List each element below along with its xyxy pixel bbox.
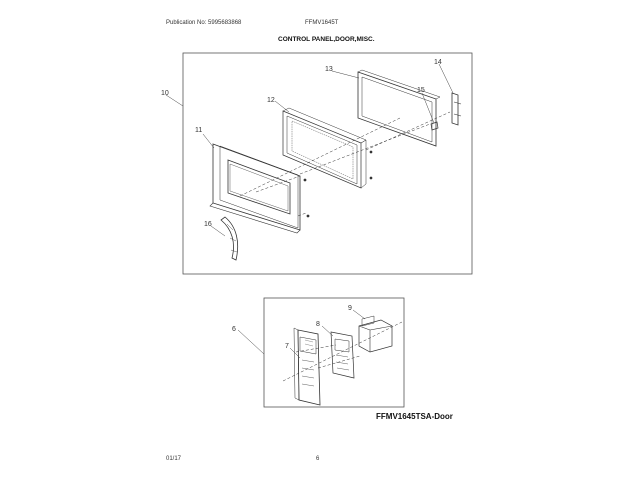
callout-13: 13 [325, 66, 333, 73]
diagram-caption: FFMV1645TSA-Door [376, 412, 453, 421]
part-16-handle [221, 217, 238, 260]
part-12-inner-frame [283, 108, 372, 188]
callout-10: 10 [161, 90, 169, 97]
callout-11: 11 [195, 127, 203, 134]
part-13-choke-frame [358, 70, 440, 146]
callout-8: 8 [316, 321, 320, 328]
callout-12: 12 [267, 97, 275, 104]
part-14-latch [452, 93, 461, 125]
callout-15: 15 [417, 87, 425, 94]
callout-16: 16 [204, 221, 212, 228]
page-number: 6 [316, 456, 320, 462]
part-7-control-panel [294, 328, 320, 405]
callout-7: 7 [285, 343, 289, 350]
upper-assembly-axis-lines [240, 112, 450, 216]
lower-assembly-frame [264, 298, 404, 407]
callout-14: 14 [434, 59, 442, 66]
callout-leader-lines [166, 64, 453, 358]
part-8-control-board [331, 332, 354, 378]
part-11-door-panel [210, 144, 309, 233]
callout-9: 9 [348, 305, 352, 312]
upper-assembly-frame [183, 53, 472, 274]
page-title: CONTROL PANEL,DOOR,MISC. [278, 36, 375, 43]
part-9-bracket [359, 316, 392, 352]
model-number: FFMV1645T [305, 20, 339, 26]
publication-number: Publication No: 5995683868 [166, 20, 242, 26]
callout-6: 6 [232, 326, 236, 333]
footer-date: 01/17 [166, 456, 182, 462]
